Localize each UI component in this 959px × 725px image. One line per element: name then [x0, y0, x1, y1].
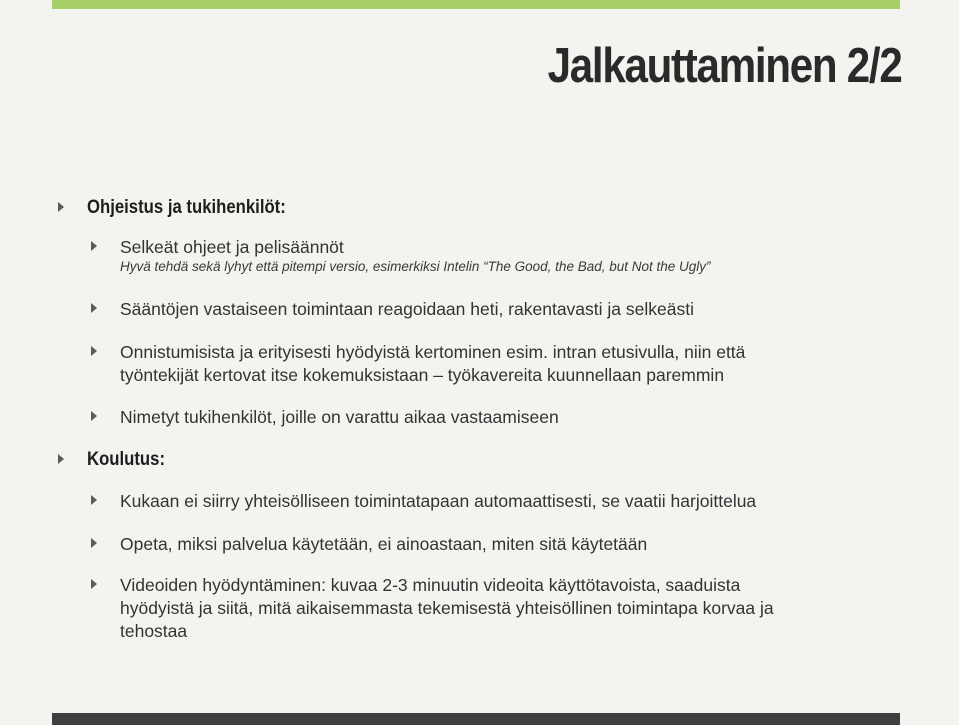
triangle-bullet-icon [91, 579, 97, 589]
triangle-bullet-icon [91, 303, 97, 313]
list-item: Onnistumisista ja erityisesti hyödyistä kertominen esim. intran etusivulla, niin että työntekijät kertovat itse kokemuksistaan – työkavereita kuunnellaan paremmin [120, 341, 745, 387]
triangle-bullet-icon [58, 202, 64, 212]
section-heading-guidance: Ohjeistus ja tukihenkilöt: [87, 197, 313, 219]
list-item: Kukaan ei siirry yhteisölliseen toimintatapaan automaattisesti, se vaatii harjoittelua [120, 490, 756, 513]
triangle-bullet-icon [91, 495, 97, 505]
triangle-bullet-icon [58, 454, 64, 464]
list-item: Videoiden hyödyntäminen: kuvaa 2-3 minuutin videoita käyttötavoista, saaduista hyödyistä ja siitä, mitä aikaisemmasta tekemisestä yhteisöllinen toimintapa korvaa ja tehostaa [120, 574, 774, 643]
triangle-bullet-icon [91, 538, 97, 548]
triangle-bullet-icon [91, 411, 97, 421]
section-heading-training: Koulutus: [87, 449, 176, 471]
slide-title: Jalkauttaminen 2/2 [547, 39, 901, 93]
list-item: Nimetyt tukihenkilöt, joille on varattu aikaa vastaamiseen [120, 406, 559, 429]
list-item: Selkeät ohjeet ja pelisäännöt Hyvä tehdä sekä lyhyt että pitempi versio, esimerkiksi Intelin “The Good, the Bad, but Not the Ugly” [120, 236, 711, 274]
top-accent-bar [52, 0, 900, 9]
triangle-bullet-icon [91, 241, 97, 251]
list-item: Sääntöjen vastaiseen toimintaan reagoidaan heti, rakentavasti ja selkeästi [120, 298, 694, 321]
list-item: Opeta, miksi palvelua käytetään, ei ainoastaan, miten sitä käytetään [120, 533, 647, 556]
triangle-bullet-icon [91, 346, 97, 356]
bottom-bar [52, 713, 900, 725]
